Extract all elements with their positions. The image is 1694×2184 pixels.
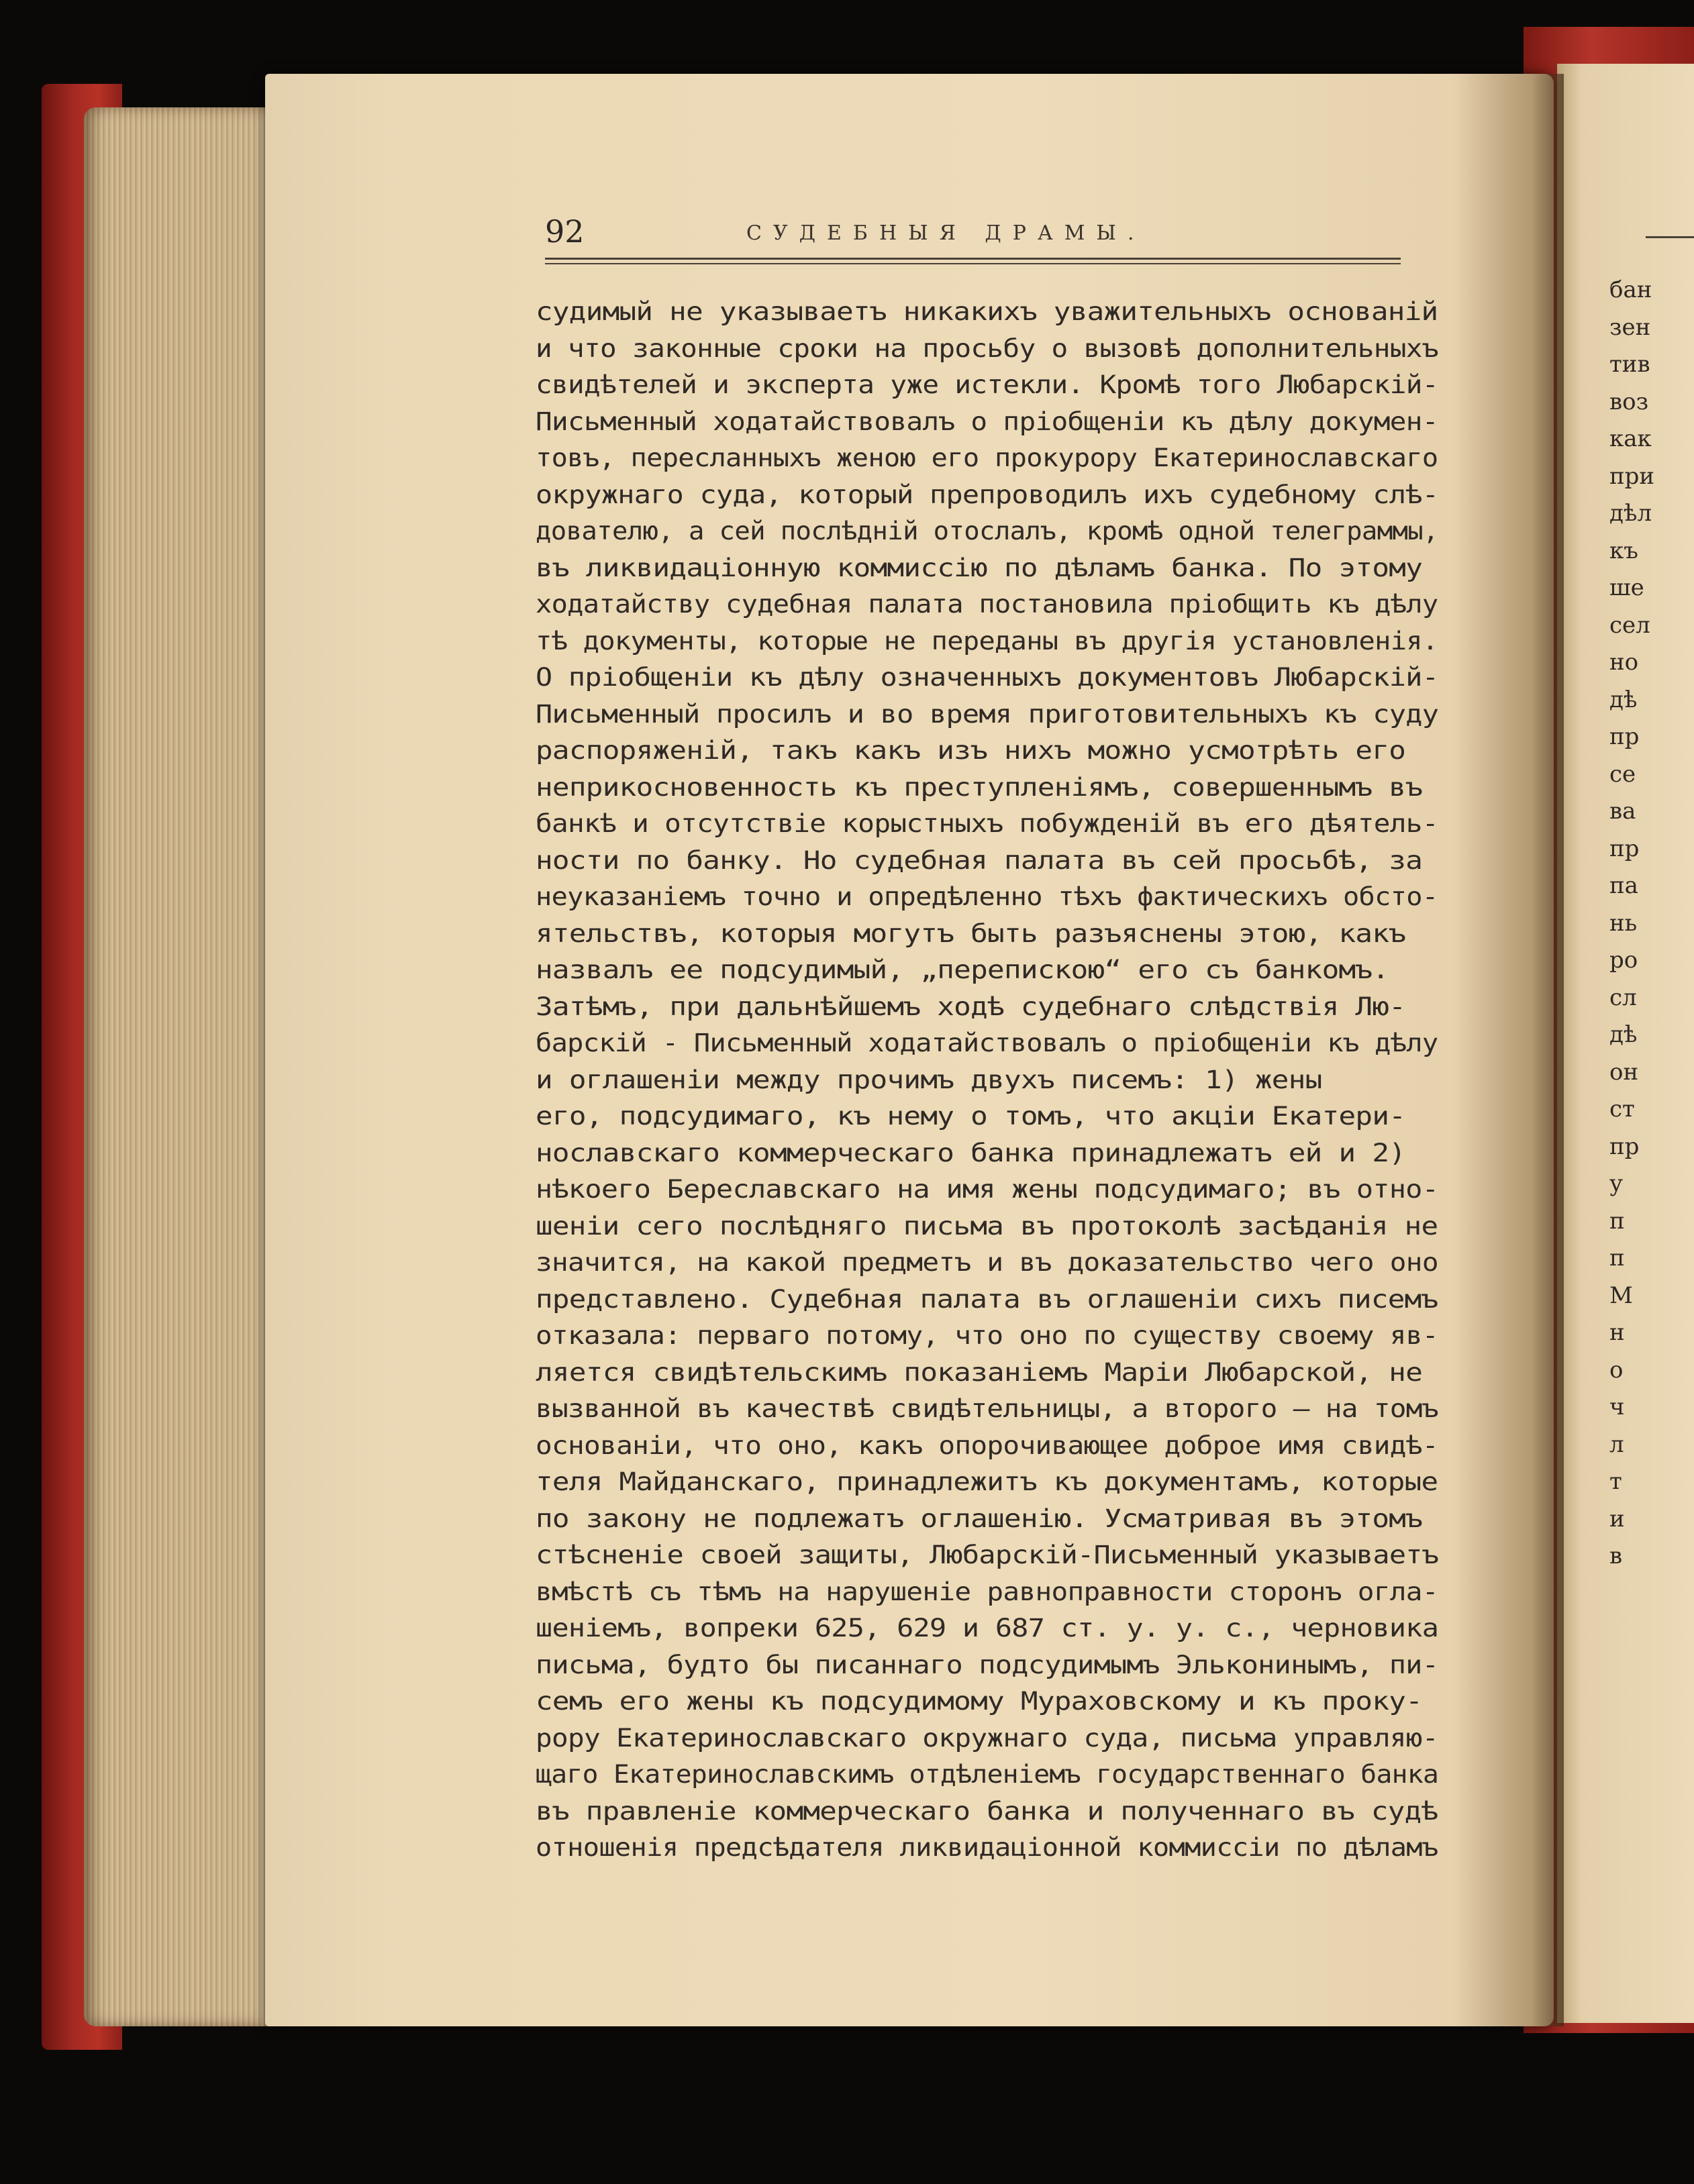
facing-page-line-fragment: как [1609, 425, 1652, 452]
text-line: Письменный ходатайствовалъ о пріобщеніи къ дѣлу докумен- [536, 407, 1438, 436]
header-rule-bottom [545, 263, 1401, 264]
text-line: О пріобщеніи къ дѣлу означенныхъ документовъ Любарскій- [536, 663, 1439, 692]
facing-page-text [1609, 272, 1694, 1575]
facing-page-line-fragment: п [1609, 1245, 1625, 1271]
text-line: значится, на какой предметъ и въ доказательство чего оно [536, 1248, 1438, 1277]
facing-page-line-fragment: т [1609, 1468, 1622, 1495]
text-line: нѣкоего Береславскаго на имя жены подсудимаго; въ отно- [536, 1175, 1439, 1204]
facing-page-line-fragment: тив [1609, 351, 1650, 378]
text-line: въ правленіе коммерческаго банка и полученнаго въ судѣ [536, 1796, 1438, 1826]
text-line: вмѣстѣ съ тѣмъ на нарушеніе равноправности сторонъ огла- [536, 1577, 1438, 1606]
text-line: неприкосновенность къ преступленіямъ, совершеннымъ въ [536, 772, 1423, 802]
text-line: шеніемъ, вопреки 625, 629 и 687 ст. у. у. с., черновика [536, 1614, 1439, 1643]
text-line: барскій - Письменный ходатайствовалъ о пріобщеніи къ дѣлу [536, 1029, 1438, 1057]
page-edges-stack [84, 107, 285, 2026]
facing-page-line-fragment: ше [1609, 574, 1644, 601]
text-line: отказала: перваго потому, что оно по существу своему яв- [536, 1321, 1438, 1350]
text-line: представлено. Судебная палата въ оглашеніи сихъ писемъ [536, 1284, 1438, 1314]
facing-page-line-fragment: дѣ [1609, 686, 1638, 713]
facing-page-line-fragment: дѣ [1609, 1021, 1638, 1048]
facing-page-line-fragment: М [1609, 1282, 1633, 1309]
text-line: дователю, а сей послѣдній отослалъ, кромѣ одной телеграммы, [536, 517, 1438, 545]
facing-page-line-fragment: ро [1609, 947, 1638, 974]
text-line: шеніи сего послѣдняго письма въ протоколѣ засѣданія не [536, 1211, 1438, 1241]
facing-page-line-fragment: пр [1609, 835, 1640, 862]
text-line: по закону не подлежатъ оглашенію. Усматривая въ этомъ [536, 1504, 1423, 1533]
text-line: стѣсненіе своей защиты, Любарскій-Письменный указываетъ [536, 1541, 1439, 1569]
facing-page-line-fragment: бан [1609, 276, 1652, 303]
text-line: банкѣ и отсутствіе корыстныхъ побужденій въ его дѣятель- [536, 809, 1438, 838]
facing-page-line-fragment: о [1609, 1356, 1624, 1384]
text-line: письма, будто бы писаннаго подсудимымъ Эльконинымъ, пи- [536, 1650, 1439, 1679]
text-line: неуказаніемъ точно и опредѣленно тѣхъ фактическихъ обсто- [536, 882, 1438, 911]
text-line: окружнаго суда, который препроводилъ ихъ судебному слѣ- [536, 480, 1439, 509]
text-line: судимый не указываетъ никакихъ уважительныхъ основаній [536, 297, 1438, 326]
facing-page-line-fragment: сл [1609, 984, 1637, 1011]
facing-page-line-fragment: воз [1609, 388, 1649, 415]
facing-page-line-fragment: ва [1609, 798, 1636, 825]
text-line: ности по банку. Но судебная палата въ сей просьбѣ, за [536, 845, 1423, 875]
text-line: отношенія предсѣдателя ликвидаціонной коммиссіи по дѣламъ [536, 1833, 1438, 1862]
facing-page-line-fragment: па [1609, 872, 1638, 899]
text-line: въ ликвидаціонную коммиссію по дѣламъ банка. По этому [536, 553, 1423, 582]
header-rule-top [545, 258, 1401, 260]
facing-page-line-fragment: он [1609, 1058, 1639, 1086]
text-line: и что законные сроки на просьбу о вызовѣ дополнительныхъ [536, 333, 1438, 363]
text-line: назвалъ ее подсудимый, „перепискою“ его съ банкомъ. [536, 955, 1389, 984]
text-line: ляется свидѣтельскимъ показаніемъ Маріи Любарской, не [536, 1357, 1423, 1387]
facing-page-line-fragment: при [1609, 462, 1655, 490]
facing-page-line-fragment: у [1609, 1170, 1624, 1197]
facing-page-line-fragment: пр [1609, 723, 1640, 750]
text-line: вызванной въ качествѣ свидѣтельницы, а второго — на томъ [536, 1394, 1438, 1423]
text-line: Письменный просилъ и во время приготовительныхъ къ суду [536, 699, 1439, 729]
text-line: распоряженій, такъ какъ изъ нихъ можно усмотрѣть его [536, 736, 1406, 765]
facing-page-line-fragment: нь [1609, 909, 1638, 937]
text-line: тѣ документы, которые не переданы въ другія установленія. [536, 626, 1438, 656]
text-line: Затѣмъ, при дальнѣйшемъ ходѣ судебнаго слѣдствія Лю- [536, 992, 1406, 1021]
facing-page-line-fragment: в [1609, 1543, 1623, 1569]
text-line: щаго Екатеринославскимъ отдѣленіемъ государственнаго банка [536, 1760, 1439, 1789]
text-line: ходатайству судебная палата постановила пріобщить къ дѣлу [536, 590, 1438, 619]
facing-page-line-fragment: ст [1609, 1096, 1635, 1123]
facing-page-line-fragment: зен [1609, 313, 1651, 341]
text-line: теля Майданскаго, принадлежитъ къ документамъ, которые [536, 1467, 1438, 1496]
running-title: СУДЕБНЫЯ ДРАМЫ. [746, 221, 1146, 245]
facing-page-line-fragment: н [1609, 1319, 1625, 1346]
facing-page-line-fragment: ч [1609, 1394, 1625, 1420]
text-line: рору Екатеринославскаго окружнаго суда, письма управляю- [536, 1723, 1438, 1753]
facing-page-line-fragment: се [1609, 760, 1636, 788]
text-line: основаніи, что оно, какъ опорочивающее доброе имя свидѣ- [536, 1431, 1438, 1460]
text-line: семъ его жены къ подсудимому Мураховскому и къ проку- [536, 1687, 1423, 1716]
facing-page-line-fragment: сел [1609, 611, 1650, 639]
text-line: и оглашеніи между прочимъ двухъ писемъ: 1) жены [536, 1065, 1322, 1094]
page-number: 92 [545, 213, 585, 250]
facing-page-header-rule [1646, 236, 1694, 238]
facing-page-line-fragment: дѣл [1609, 500, 1652, 527]
facing-page-line-fragment: п [1609, 1207, 1625, 1235]
text-line: товъ, пересланныхъ женою его прокурору Екатеринославскаго [536, 444, 1438, 472]
facing-page-line-fragment: но [1609, 649, 1639, 676]
text-line: свидѣтелей и эксперта уже истекли. Кромѣ того Любарскій- [536, 370, 1438, 399]
text-line: его, подсудимаго, къ нему о томъ, что акціи Екатери- [536, 1102, 1406, 1131]
facing-page-line-fragment: къ [1609, 537, 1638, 564]
facing-page-line-fragment: и [1609, 1505, 1625, 1532]
running-head [545, 213, 1401, 254]
facing-page-line-fragment: пр [1609, 1133, 1640, 1160]
text-line: ятельствъ, которыя могутъ быть разъяснены этою, какъ [536, 919, 1406, 948]
text-line: нославскаго коммерческаго банка принадлежатъ ей и 2) [536, 1138, 1406, 1167]
body-text [536, 294, 1438, 1867]
facing-page-line-fragment: л [1609, 1431, 1624, 1458]
